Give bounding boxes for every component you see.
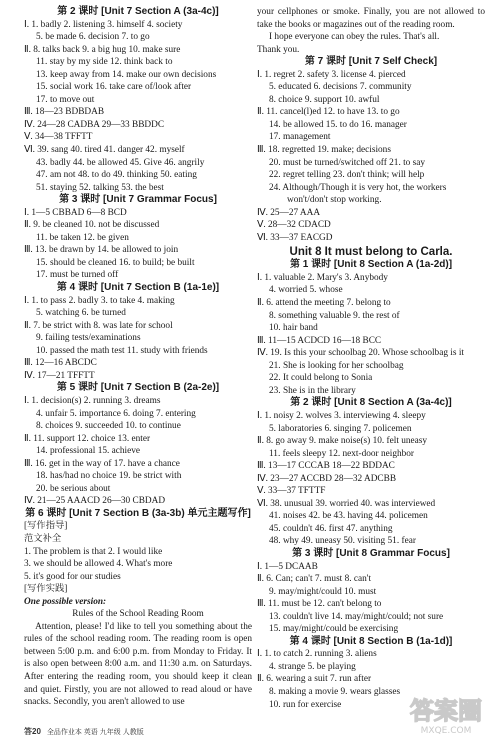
answer-line: Ⅰ. 1—5 DCAAB <box>257 561 318 572</box>
answer-line: Ⅲ. 13—17 CCCAB 18—22 BDDAC <box>257 461 395 472</box>
answer-line: Ⅰ. 1—5 CBBAD 6—8 BCD <box>24 207 127 218</box>
answer-line: Ⅴ. 34—38 TFFTT <box>24 132 93 143</box>
answer-line: Ⅳ. 19. Is this your schoolbag 20. Whose schoolbag is it <box>257 348 464 359</box>
answer-line: Ⅲ. 18. regretted 19. make; decisions <box>257 145 391 156</box>
answer-line: 22. It could belong to Sonia <box>269 373 373 384</box>
answer-line: 9. failing tests/examinations <box>36 333 141 344</box>
answer-line: 23. She is in the library <box>269 385 356 396</box>
answer-line: 15. social work 16. take care of/look after <box>36 82 192 93</box>
answer-line: Ⅴ. 28—32 CDACD <box>257 220 331 231</box>
answer-line: Ⅱ. 8. talks back 9. a big hug 10. make sure <box>24 44 181 55</box>
answer-line: 18. has/had no choice 19. be strict with <box>36 471 182 482</box>
version-label: One possible version: <box>24 596 107 607</box>
essay-body: Attention, please! I'd like to tell you something about the rules of the school reading room. The reading room is open between 5:00 p.m. and 6:00 p.m. from Monday to Friday. It is also open between 8:00 a.m. and 11:30 a.m. on Saturdays. After entering the reading room, you should keep it clean and quiet. Firstly, you are not allowed to read aloud or have snacks. Secondly, you aren't allowed to use <box>24 621 252 708</box>
answer-line: Ⅳ. 23—27 ACCBD 28—32 ADCBB <box>257 473 397 484</box>
section-heading: 第 2 课时 [Unit 8 Section A (3a-4c)] <box>290 397 452 409</box>
answer-line: Ⅰ. 1. to pass 2. badly 3. to take 4. making <box>24 295 175 306</box>
answer-line: 15. should be cleaned 16. to build; be built <box>36 257 195 268</box>
answer-line: Ⅵ. 39. sang 40. tired 41. danger 42. myself <box>24 145 185 156</box>
answer-line: 20. be serious about <box>36 483 111 494</box>
answer-line: Thank you. <box>257 44 300 55</box>
right-column <box>257 6 485 711</box>
answer-line: Ⅱ. 8. go away 9. make noise(s) 10. felt uneasy <box>257 436 428 447</box>
answer-line: Ⅵ. 38. unusual 39. worried 40. was interviewed <box>257 498 436 509</box>
answer-line: 13. couldn't live 14. may/might/could; not sure <box>269 611 444 622</box>
answer-line: 20. must be turned/switched off 21. to say <box>269 157 426 168</box>
section-heading: 第 4 课时 [Unit 8 Section B (1a-1d)] <box>289 635 453 647</box>
answer-line: 5. watching 6. be turned <box>36 308 126 319</box>
answer-line: 51. staying 52. talking 53. the best <box>36 182 164 193</box>
answer-line: won't/don't stop working. <box>287 195 382 206</box>
answer-line: 24. Although/Though it is very hot, the workers <box>269 182 447 193</box>
answer-line: Ⅲ. 16. get in the way of 17. have a chance <box>24 458 180 469</box>
answer-line: Ⅰ. 1. decision(s) 2. running 3. dreams <box>24 395 161 406</box>
answer-line: 4. worried 5. whose <box>269 285 343 296</box>
answer-line: 41. noises 42. be 43. having 44. policemen <box>269 511 428 522</box>
answer-line: Ⅳ. 25—27 AAA <box>257 207 321 218</box>
answer-line: Ⅵ. 33—37 EACGD <box>257 232 333 243</box>
answer-line: 8. choices 9. succeeded 10. to continue <box>36 421 181 432</box>
answer-line: 8. making a movie 9. wears glasses <box>269 686 401 697</box>
section-heading: 第 2 课时 [Unit 7 Section A (3a-4c)] <box>57 6 219 17</box>
section-heading: 第 5 课时 [Unit 7 Section B (2a-2e)] <box>56 382 220 394</box>
answer-line: 17. to move out <box>36 94 95 105</box>
answer-line: Ⅳ. 24—28 CADBA 29—33 BBDDC <box>24 119 165 130</box>
answer-line: Ⅱ. 6. wearing a suit 7. run after <box>257 674 372 685</box>
section-heading: 第 1 课时 [Unit 8 Section A (1a-2d)] <box>289 259 453 271</box>
answer-line: 14. be allowed 15. to do 16. manager <box>269 119 407 130</box>
answer-line: 10. passed the math test 11. study with friends <box>36 345 208 356</box>
watermark-logo-icon <box>398 691 494 737</box>
answer-line: 5. it's good for our studies <box>24 571 121 582</box>
section-heading: 第 7 课时 [Unit 7 Self Check] <box>304 56 438 68</box>
answer-line: Ⅱ. 6. attend the meeting 7. belong to <box>257 298 391 309</box>
writing-tag: [写作指导] <box>24 521 68 532</box>
answer-line: Ⅰ. 1. regret 2. safety 3. license 4. pierced <box>257 69 406 80</box>
answer-line: Ⅲ. 11. must be 12. can't belong to <box>257 599 382 610</box>
answer-line: 15. may/might/could be exercising <box>269 624 399 635</box>
answer-line: 10. run for exercise <box>269 699 342 710</box>
section-heading: 第 6 课时 [Unit 7 Section B (3a-3b) 单元主题写作] <box>25 507 251 519</box>
footer-text: 全品作业本 英语 九年级 人教版 <box>46 729 144 736</box>
answer-line: Ⅰ. 1. valuable 2. Mary's 3. Anybody <box>257 272 388 283</box>
answer-line: 8. something valuable 9. the rest of <box>269 310 400 321</box>
answer-line: 3. we should be allowed 4. What's more <box>24 559 173 570</box>
answer-line: 43. badly 44. be allowed 45. Give 46. angrily <box>36 157 205 168</box>
answer-line: 11. be taken 12. be given <box>36 232 129 243</box>
answer-line: Ⅳ. 21—25 AAACD 26—30 CBDAD <box>24 496 166 507</box>
answer-line: Ⅰ. 1. to catch 2. running 3. aliens <box>257 649 377 660</box>
answer-line: 5. educated 6. decisions 7. community <box>269 82 412 93</box>
section-heading: 第 3 课时 [Unit 7 Grammar Focus] <box>59 194 217 206</box>
answer-line: 17. must be turned off <box>36 270 119 281</box>
writing-tag: 范文补全 <box>24 533 62 544</box>
answer-line: 45. couldn't 46. first 47. anything <box>269 523 393 534</box>
answer-line: Ⅲ. 18—23 BDBDAB <box>24 107 105 118</box>
watermark-main-text: 答案圈 <box>410 697 482 725</box>
page-number: 答20 <box>24 727 41 736</box>
answer-line: 14. professional 15. achieve <box>36 446 141 457</box>
left-column <box>24 6 252 709</box>
answer-line: 8. choice 9. support 10. awful <box>269 94 380 105</box>
answer-line: Ⅱ. 11. cancel(l)ed 12. to have 13. to go <box>257 107 400 118</box>
answer-line: 22. regret telling 23. don't think; will help <box>269 170 425 181</box>
answer-line: 5. laboratories 6. singing 7. policemen <box>269 423 412 434</box>
answer-line: 11. stay by my side 12. think back to <box>36 57 173 68</box>
answer-line: Ⅱ. 7. be strict with 8. was late for school <box>24 320 173 331</box>
answer-line: 4. unfair 5. importance 6. doing 7. entering <box>36 408 196 419</box>
answer-line: 13. keep away from 14. make our own decisions <box>36 69 217 80</box>
answer-line: Ⅴ. 33—37 TFTTF <box>257 486 326 497</box>
page-footer <box>24 726 144 737</box>
section-heading: 第 3 课时 [Unit 8 Grammar Focus] <box>292 547 450 559</box>
answer-line: Ⅲ. 12—16 ABCDC <box>24 358 97 369</box>
answer-line: Ⅲ. 11—15 ACDCD 16—18 BCC <box>257 335 382 346</box>
answer-line: Ⅳ. 17—21 TFFTT <box>24 370 95 381</box>
answer-line: 9. may/might/could 10. must <box>269 586 377 597</box>
essay-continuation: your cellphones or smoke. Finally, you are not allowed to take the books or magazines out of the reading room. <box>257 7 485 30</box>
answer-line: 48. why 49. uneasy 50. visiting 51. fear <box>269 536 416 547</box>
writing-tag: [写作实践] <box>24 584 68 595</box>
answer-line: 21. She is looking for her schoolbag <box>269 360 404 371</box>
answer-line: 1. The problem is that 2. I would like <box>24 546 163 557</box>
unit-title: Unit 8 It must belong to Carla. <box>289 246 453 259</box>
answer-line: Ⅲ. 13. be drawn by 14. be allowed to join <box>24 245 179 256</box>
watermark-logo <box>398 691 494 737</box>
answer-line: Ⅰ. 1. noisy 2. wolves 3. interviewing 4. sleepy <box>257 410 426 421</box>
essay-title: Rules of the School Reading Room <box>72 609 204 620</box>
answer-line: I hope everyone can obey the rules. That's all. <box>269 32 440 43</box>
answer-line: 5. be made 6. decision 7. to go <box>36 32 150 43</box>
answer-line: Ⅱ. 9. be cleaned 10. not be discussed <box>24 220 160 231</box>
answer-line: Ⅱ. 6. Can; can't 7. must 8. can't <box>257 574 372 585</box>
watermark-sub-text: MXQE.COM <box>420 726 472 736</box>
answer-line: 47. am not 48. to do 49. thinking 50. eating <box>36 170 197 181</box>
answer-line: 10. hair band <box>269 323 318 334</box>
section-heading: 第 4 课时 [Unit 7 Section B (1a-1e)] <box>56 282 220 294</box>
answer-line: 17. management <box>269 132 331 143</box>
answer-line: Ⅱ. 11. support 12. choice 13. enter <box>24 433 151 444</box>
answer-line: 11. feels sleepy 12. next-door neighbor <box>269 448 415 459</box>
answer-line: Ⅰ. 1. badly 2. listening 3. himself 4. society <box>24 19 183 30</box>
answer-line: 4. strange 5. be playing <box>269 661 356 672</box>
